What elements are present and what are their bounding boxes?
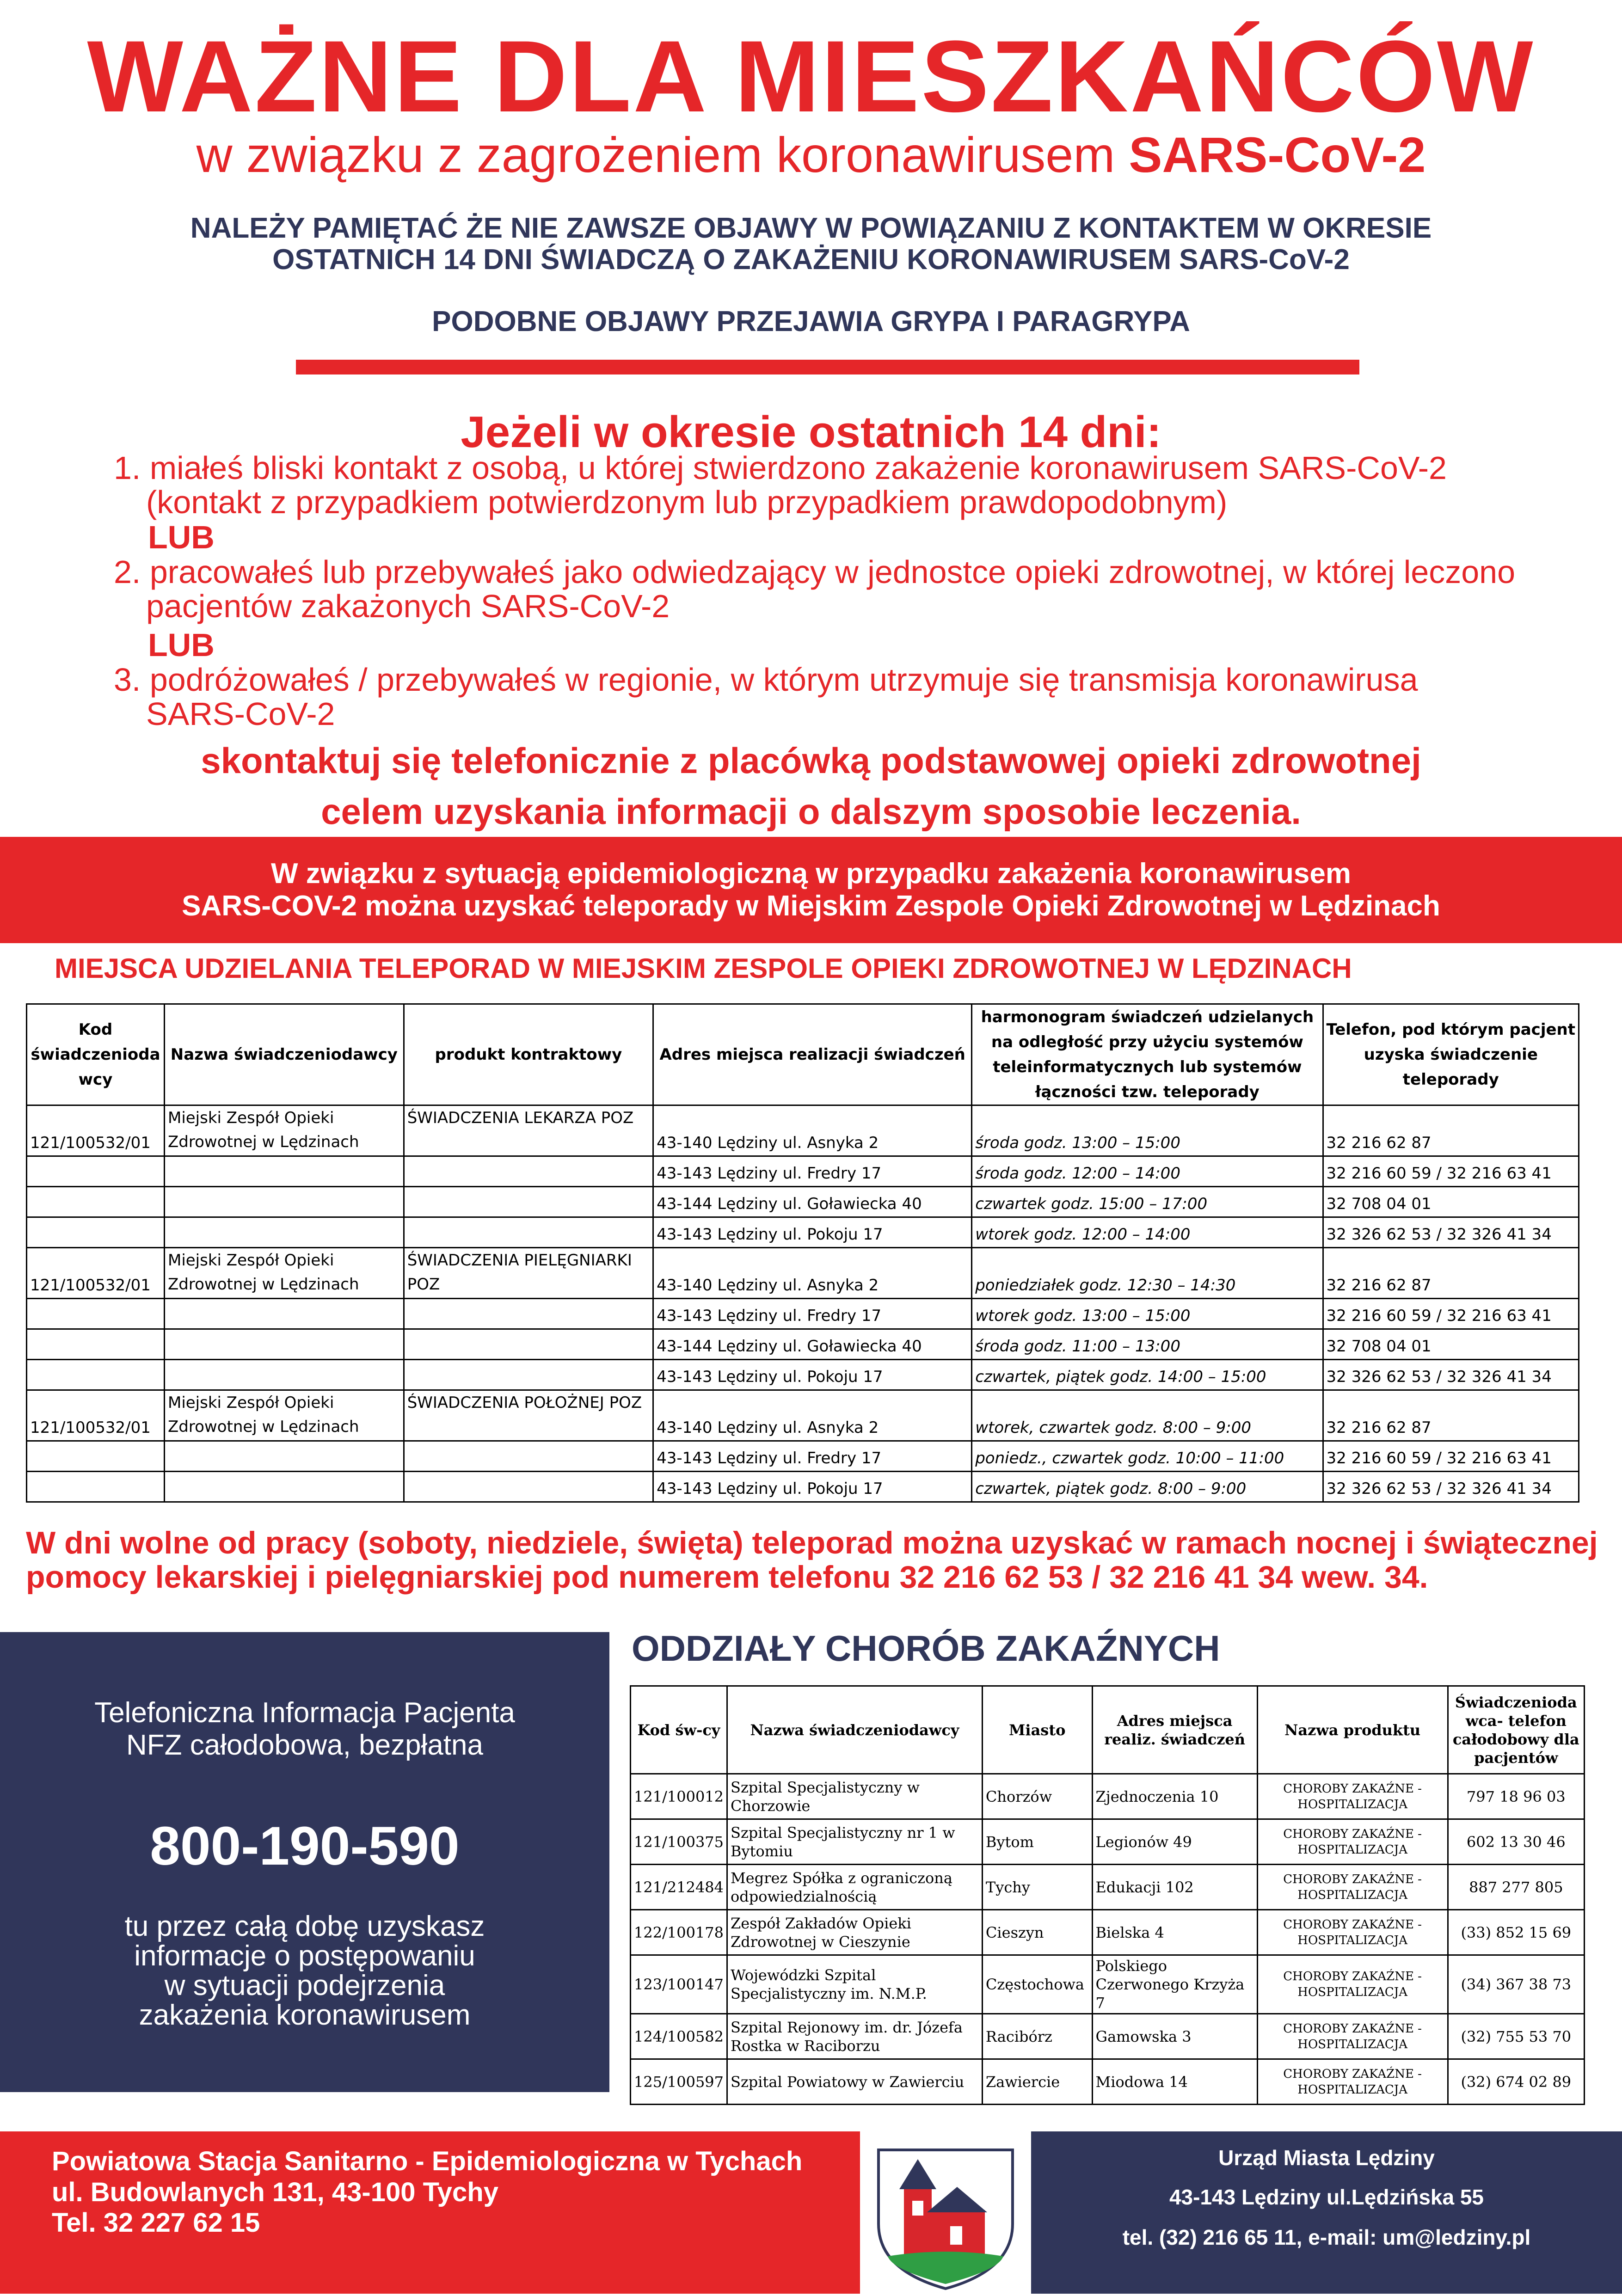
cell-schedule: wtorek, czwartek godz. 8:00 – 9:00 xyxy=(972,1390,1323,1441)
col-header-product: produkt kontraktowy xyxy=(404,1004,653,1105)
cell-address: 43-140 Lędziny ul. Asnyka 2 xyxy=(653,1105,972,1156)
cell-phone: 32 326 62 53 / 32 326 41 34 xyxy=(1323,1472,1579,1502)
town-crest-icon xyxy=(860,2131,1031,2294)
warning-line-1: NALEŻY PAMIĘTAĆ ŻE NIE ZAWSZE OBJAWY W POWIĄZANIU Z KONTAKTEM W OKRESIE xyxy=(190,212,1432,244)
cell-product: ŚWIADCZENIA PIELĘGNIARKI POZ xyxy=(404,1248,653,1299)
teleporady-heading: MIEJSCA UDZIELANIA TELEPORAD W MIEJSKIM ZESPOLE OPIEKI ZDROWOTNEJ W LĘDZINACH xyxy=(55,953,1352,984)
cell-phone: 32 216 62 87 xyxy=(1323,1248,1579,1299)
cell-code xyxy=(27,1217,165,1248)
col-header-phone: Świadczenioda wca- telefon całodobowy dla pacjentów xyxy=(1448,1686,1584,1774)
cell-provider: Wojewódzki Szpital Specjalistyczny im. N.M.P. xyxy=(727,1955,983,2014)
banner-text xyxy=(0,858,1622,922)
cell-provider xyxy=(164,1472,404,1502)
cell-phone: (32) 755 53 70 xyxy=(1448,2014,1584,2059)
cell-code: 123/100147 xyxy=(631,1955,727,2014)
cell-phone: 32 216 62 87 xyxy=(1323,1105,1579,1156)
cell-phone: (34) 367 38 73 xyxy=(1448,1955,1584,2014)
cell-address: Edukacji 102 xyxy=(1092,1865,1257,1910)
table-row xyxy=(631,1819,1585,1865)
cell-phone: 32 216 62 87 xyxy=(1323,1390,1579,1441)
col-header-provider: Nazwa świadczeniodawcy xyxy=(164,1004,404,1105)
cell-product: CHOROBY ZAKAŹNE - HOSPITALIZACJA xyxy=(1257,1819,1448,1865)
table-row xyxy=(27,1360,1579,1390)
cell-provider xyxy=(164,1329,404,1360)
cell-address: 43-140 Lędziny ul. Asnyka 2 xyxy=(653,1390,972,1441)
cell-address: Bielska 4 xyxy=(1092,1910,1257,1955)
red-divider xyxy=(296,360,1359,374)
cell-product: CHOROBY ZAKAŹNE - HOSPITALIZACJA xyxy=(1257,1774,1448,1819)
cell-provider: Szpital Specjalistyczny w Chorzowie xyxy=(727,1774,983,1819)
page-subtitle xyxy=(0,127,1622,183)
cell-address: 43-144 Lędziny ul. Goławiecka 40 xyxy=(653,1329,972,1360)
condition-2 xyxy=(114,555,1547,623)
cell-code xyxy=(27,1187,165,1217)
infectious-wards-table-body xyxy=(631,1774,1585,2105)
cell-address: Gamowska 3 xyxy=(1092,2014,1257,2059)
cell-schedule: poniedziałek godz. 12:30 – 14:30 xyxy=(972,1248,1323,1299)
contact-line-2: celem uzyskania informacji o dalszym sposobie leczenia. xyxy=(321,791,1301,832)
cell-city: Tychy xyxy=(982,1865,1092,1910)
warning-flu: PODOBNE OBJAWY PRZEJAWIA GRYPA I PARAGRYPA xyxy=(432,306,1190,338)
city-office-address: 43-143 Lędziny ul.Lędzińska 55 xyxy=(1169,2185,1484,2209)
cell-product xyxy=(404,1156,653,1187)
table-row xyxy=(631,1955,1585,2014)
table-row xyxy=(27,1472,1579,1502)
cell-provider: Szpital Rejonowy im. dr. Józefa Rostka w Raciborzu xyxy=(727,2014,983,2059)
col-header-address: Adres miejsca realizacji świadczeń xyxy=(653,1004,972,1105)
cell-schedule: wtorek godz. 12:00 – 14:00 xyxy=(972,1217,1323,1248)
cell-address: 43-143 Lędziny ul. Fredry 17 xyxy=(653,1299,972,1329)
table-row xyxy=(27,1156,1579,1187)
nfz-line-1: Telefoniczna Informacja Pacjenta xyxy=(94,1697,515,1729)
teleporady-table xyxy=(26,1003,1579,1503)
cell-provider: Miejski Zespół Opieki Zdrowotnej w Lędzinach xyxy=(164,1390,404,1441)
table-row xyxy=(631,2059,1585,2105)
table-row xyxy=(27,1441,1579,1472)
cell-schedule: wtorek godz. 13:00 – 15:00 xyxy=(972,1299,1323,1329)
nfz-phone-number: 800-190-590 xyxy=(150,1816,460,1877)
cell-product: CHOROBY ZAKAŹNE - HOSPITALIZACJA xyxy=(1257,1865,1448,1910)
table-row xyxy=(631,1910,1585,1955)
cell-schedule: czwartek, piątek godz. 8:00 – 9:00 xyxy=(972,1472,1323,1502)
nfz-description xyxy=(0,1912,609,2030)
lub-separator-2: LUB xyxy=(148,627,215,663)
cell-provider xyxy=(164,1187,404,1217)
cell-product: CHOROBY ZAKAŹNE - HOSPITALIZACJA xyxy=(1257,2014,1448,2059)
condition-1 xyxy=(114,451,1547,519)
cell-address: 43-140 Lędziny ul. Asnyka 2 xyxy=(653,1248,972,1299)
cell-address: 43-143 Lędziny ul. Pokoju 17 xyxy=(653,1217,972,1248)
cell-product xyxy=(404,1472,653,1502)
cell-product xyxy=(404,1360,653,1390)
table-row xyxy=(27,1105,1579,1156)
table-row xyxy=(631,2014,1585,2059)
nfz-title xyxy=(0,1697,609,1762)
cell-code xyxy=(27,1156,165,1187)
col-header-code: Kod świadczenioda wcy xyxy=(27,1004,165,1105)
cell-schedule: środa godz. 12:00 – 14:00 xyxy=(972,1156,1323,1187)
cell-provider xyxy=(164,1360,404,1390)
nfz-line-4: informacje o postępowaniu xyxy=(134,1940,475,1972)
warning-line-2: OSTATNICH 14 DNI ŚWIADCZĄ O ZAKAŻENIU KORONAWIRUSEM SARS-CoV-2 xyxy=(272,244,1350,276)
cell-provider: Zespół Zakładów Opieki Zdrowotnej w Cieszynie xyxy=(727,1910,983,1955)
cell-phone: 602 13 30 46 xyxy=(1448,1819,1584,1865)
contact-instruction xyxy=(0,735,1622,837)
condition-3 xyxy=(114,663,1547,731)
city-office-name: Urząd Miasta Lędziny xyxy=(1218,2146,1435,2170)
table-row xyxy=(27,1390,1579,1441)
sanepid-phone: Tel. 32 227 62 15 xyxy=(52,2208,260,2238)
table-header-row xyxy=(631,1686,1585,1774)
cell-phone: 797 18 96 03 xyxy=(1448,1774,1584,1819)
cell-schedule: środa godz. 13:00 – 15:00 xyxy=(972,1105,1323,1156)
cell-address: Polskiego Czerwonego Krzyża 7 xyxy=(1092,1955,1257,2014)
infectious-wards-heading: ODDZIAŁY CHORÓB ZAKAŹNYCH xyxy=(632,1628,1220,1669)
cell-city: Częstochowa xyxy=(982,1955,1092,2014)
weekend-line-1: W dni wolne od pracy (soboty, niedziele, święta) teleporad można uzyskać w ramach nocnej i świątecznej xyxy=(26,1525,1598,1560)
col-header-city: Miasto xyxy=(982,1686,1092,1774)
cell-city: Racibórz xyxy=(982,2014,1092,2059)
warning-text xyxy=(139,213,1483,276)
cell-phone: 32 326 62 53 / 32 326 41 34 xyxy=(1323,1217,1579,1248)
cell-phone: 32 216 60 59 / 32 216 63 41 xyxy=(1323,1156,1579,1187)
col-header-product: Nazwa produktu xyxy=(1257,1686,1448,1774)
cell-phone: (32) 674 02 89 xyxy=(1448,2059,1584,2105)
cell-provider xyxy=(164,1156,404,1187)
cell-product xyxy=(404,1187,653,1217)
cell-phone: (33) 852 15 69 xyxy=(1448,1910,1584,1955)
cell-product: CHOROBY ZAKAŹNE - HOSPITALIZACJA xyxy=(1257,1955,1448,2014)
cell-address: 43-143 Lędziny ul. Pokoju 17 xyxy=(653,1360,972,1390)
cell-code: 121/100532/01 xyxy=(27,1248,165,1299)
cell-code: 125/100597 xyxy=(631,2059,727,2105)
cell-provider: Miejski Zespół Opieki Zdrowotnej w Lędzinach xyxy=(164,1105,404,1156)
condition-1-line-1: 1. miałeś bliski kontakt z osobą, u której stwierdzono zakażenie koronawirusem SARS-CoV-2 xyxy=(114,450,1447,486)
cell-code xyxy=(27,1441,165,1472)
table-row xyxy=(27,1217,1579,1248)
condition-2-line-2: pacjentów zakażonych SARS-CoV-2 xyxy=(146,588,670,624)
cell-provider xyxy=(164,1217,404,1248)
sanepid-address: ul. Budowlanych 131, 43-100 Tychy xyxy=(52,2177,498,2207)
table-header-row xyxy=(27,1004,1579,1105)
sanepid-name: Powiatowa Stacja Sanitarno - Epidemiologiczna w Tychach xyxy=(52,2146,803,2176)
col-header-schedule: harmonogram świadczeń udzielanych na odległość przy użyciu systemów teleinformatycznych lub systemów łączności tzw. teleporady xyxy=(972,1004,1323,1105)
subtitle-virus-name: SARS-CoV-2 xyxy=(1129,127,1426,183)
cell-schedule: poniedz., czwartek godz. 10:00 – 11:00 xyxy=(972,1441,1323,1472)
cell-city: Cieszyn xyxy=(982,1910,1092,1955)
cell-schedule: czwartek godz. 15:00 – 17:00 xyxy=(972,1187,1323,1217)
condition-2-line-1: 2. pracowałeś lub przebywałeś jako odwiedzający w jednostce opieki zdrowotnej, w której leczono xyxy=(114,554,1516,590)
cell-address: 43-144 Lędziny ul. Goławiecka 40 xyxy=(653,1187,972,1217)
nfz-line-3: tu przez całą dobę uzyskasz xyxy=(124,1910,485,1942)
table-row xyxy=(27,1329,1579,1360)
cell-phone: 32 708 04 01 xyxy=(1323,1187,1579,1217)
cell-provider: Miejski Zespół Opieki Zdrowotnej w Lędzinach xyxy=(164,1248,404,1299)
cell-code xyxy=(27,1472,165,1502)
cell-city: Chorzów xyxy=(982,1774,1092,1819)
table-row xyxy=(631,1774,1585,1819)
cell-provider xyxy=(164,1441,404,1472)
table-row xyxy=(27,1248,1579,1299)
cell-address: Legionów 49 xyxy=(1092,1819,1257,1865)
cell-address: 43-143 Lędziny ul. Fredry 17 xyxy=(653,1441,972,1472)
cell-code xyxy=(27,1360,165,1390)
subtitle-text: w związku z zagrożeniem koronawirusem xyxy=(196,127,1129,183)
cell-product: CHOROBY ZAKAŹNE - HOSPITALIZACJA xyxy=(1257,1910,1448,1955)
cell-provider: Szpital Powiatowy w Zawierciu xyxy=(727,2059,983,2105)
cell-code: 124/100582 xyxy=(631,2014,727,2059)
condition-3-line-2: SARS-CoV-2 xyxy=(146,696,335,732)
cell-code: 121/100012 xyxy=(631,1774,727,1819)
condition-3-line-1: 3. podróżowałeś / przebywałeś w regionie, w którym utrzymuje się transmisja koronawirusa xyxy=(114,662,1418,698)
cell-city: Bytom xyxy=(982,1819,1092,1865)
col-header-provider: Nazwa świadczeniodawcy xyxy=(727,1686,983,1774)
cell-code: 121/100532/01 xyxy=(27,1390,165,1441)
cell-provider xyxy=(164,1299,404,1329)
cell-product xyxy=(404,1329,653,1360)
cell-schedule: czwartek, piątek godz. 14:00 – 15:00 xyxy=(972,1360,1323,1390)
cell-product xyxy=(404,1441,653,1472)
contact-line-1: skontaktuj się telefonicznie z placówką podstawowej opieki zdrowotnej xyxy=(201,740,1421,781)
cell-phone: 32 708 04 01 xyxy=(1323,1329,1579,1360)
table-row xyxy=(27,1187,1579,1217)
cell-city: Zawiercie xyxy=(982,2059,1092,2105)
cell-code: 121/100375 xyxy=(631,1819,727,1865)
cell-product: ŚWIADCZENIA POŁOŻNEJ POZ xyxy=(404,1390,653,1441)
cell-phone: 887 277 805 xyxy=(1448,1865,1584,1910)
cell-phone: 32 216 60 59 / 32 216 63 41 xyxy=(1323,1299,1579,1329)
cell-code xyxy=(27,1299,165,1329)
table-row xyxy=(631,1865,1585,1910)
cell-address: Zjednoczenia 10 xyxy=(1092,1774,1257,1819)
cell-phone: 32 216 60 59 / 32 216 63 41 xyxy=(1323,1441,1579,1472)
nfz-line-5: w sytuacji podejrzenia xyxy=(164,1970,445,2001)
lub-separator-1: LUB xyxy=(148,519,215,555)
cell-address: Miodowa 14 xyxy=(1092,2059,1257,2105)
nfz-line-2: NFZ całodobowa, bezpłatna xyxy=(126,1729,483,1761)
cell-address: 43-143 Lędziny ul. Pokoju 17 xyxy=(653,1472,972,1502)
cell-code: 121/212484 xyxy=(631,1865,727,1910)
cell-address: 43-143 Lędziny ul. Fredry 17 xyxy=(653,1156,972,1187)
infectious-wards-table xyxy=(630,1685,1585,2105)
weekend-info xyxy=(26,1526,1598,1594)
col-header-phone: Telefon, pod którym pacjent uzyska świadczenie teleporady xyxy=(1323,1004,1579,1105)
conditions-heading: Jeżeli w okresie ostatnich 14 dni: xyxy=(461,407,1161,457)
cell-product: ŚWIADCZENIA LEKARZA POZ xyxy=(404,1105,653,1156)
cell-schedule: środa godz. 11:00 – 13:00 xyxy=(972,1329,1323,1360)
col-header-code: Kod św-cy xyxy=(631,1686,727,1774)
cell-code: 122/100178 xyxy=(631,1910,727,1955)
banner-line-1: W związku z sytuacją epidemiologiczną w przypadku zakażenia koronawirusem xyxy=(271,858,1351,890)
cell-provider: Szpital Specjalistyczny nr 1 w Bytomiu xyxy=(727,1819,983,1865)
nfz-line-6: zakażenia koronawirusem xyxy=(139,1999,471,2031)
cell-code xyxy=(27,1329,165,1360)
page-title: WAŻNE DLA MIESZKAŃCÓW xyxy=(87,19,1535,133)
banner-line-2: SARS-COV-2 można uzyskać teleporady w Miejskim Zespole Opieki Zdrowotnej w Lędzinach xyxy=(182,890,1440,922)
cell-phone: 32 326 62 53 / 32 326 41 34 xyxy=(1323,1360,1579,1390)
footer-crest-area xyxy=(860,2131,1031,2294)
teleporady-table-body xyxy=(27,1105,1579,1502)
city-office-contact: tel. (32) 216 65 11, e-mail: um@ledziny.pl xyxy=(1122,2225,1531,2249)
table-row xyxy=(27,1299,1579,1329)
col-header-address: Adres miejsca realiz. świadczeń xyxy=(1092,1686,1257,1774)
condition-1-line-2: (kontakt z przypadkiem potwierdzonym lub przypadkiem prawdopodobnym) xyxy=(146,484,1228,520)
cell-code: 121/100532/01 xyxy=(27,1105,165,1156)
cell-product: CHOROBY ZAKAŹNE - HOSPITALIZACJA xyxy=(1257,2059,1448,2105)
cell-provider: Megrez Spółka z ograniczoną odpowiedzialnością xyxy=(727,1865,983,1910)
weekend-line-2: pomocy lekarskiej i pielęgniarskiej pod numerem telefonu 32 216 62 53 / 32 216 41 34 wew. 34. xyxy=(26,1559,1428,1595)
cell-product xyxy=(404,1299,653,1329)
cell-product xyxy=(404,1217,653,1248)
